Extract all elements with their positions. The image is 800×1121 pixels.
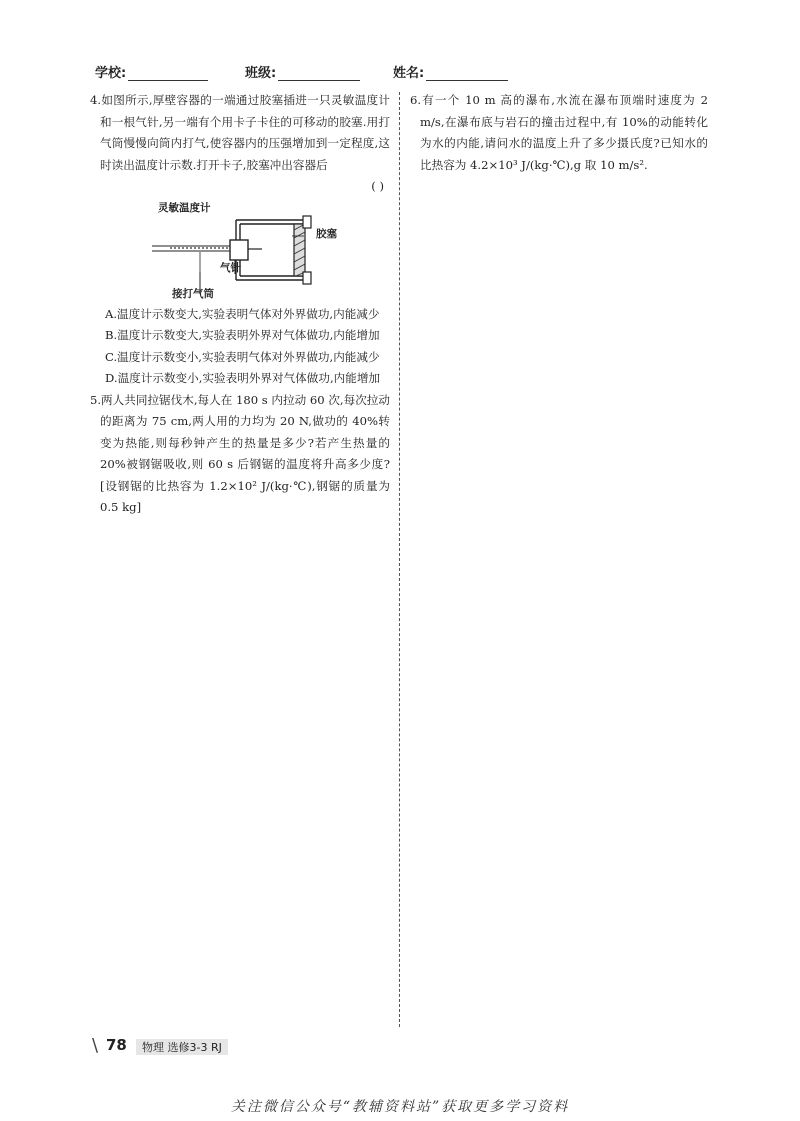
option-c[interactable]: C.温度计示数变小,实验表明气体对外界做功,内能减少 xyxy=(105,349,380,364)
bottom-note: 关注微信公众号“教辅资料站”获取更多学习资料 xyxy=(230,1099,570,1115)
question-5-text: 5.两人共同拉锯伐木,每人在 180 s 内拉动 60 次,每次拉动的距离为 75 cm,两人用的力均为 20 N,做功的 40%转变为热能,则每秒钟产生的热量是多少?若产生热量的 20%被钢锯吸收,则 60 s 后钢锯的温度将升高多少度?[设钢锯的比热容为 1.2×10² J/(kg·℃),钢锯的质量为0.5 kg] xyxy=(90,392,390,514)
column-divider xyxy=(399,92,400,1027)
question-4-text: 4.如图所示,厚壁容器的一端通过胶塞插进一只灵敏温度计和一根气针,另一端有个用卡子卡住的可移动的胶塞.用打气筒慢慢向筒内打气,使容器内的压强增加到一定程度,这时读出温度计示数.打开卡子,胶塞冲出容器后 xyxy=(90,93,390,172)
class-label: 班级: xyxy=(245,66,277,81)
right-column xyxy=(410,90,708,176)
name-field xyxy=(393,62,508,81)
name-blank[interactable] xyxy=(426,66,508,81)
question-4 xyxy=(90,90,390,390)
class-blank[interactable] xyxy=(278,66,360,81)
thermometer-label: 灵敏温度计 xyxy=(158,201,211,214)
left-column xyxy=(90,90,390,519)
apparatus-diagram xyxy=(90,202,390,302)
school-label: 学校: xyxy=(95,66,127,81)
pump-label: 接打气筒 xyxy=(172,287,214,300)
class-field xyxy=(245,62,360,81)
school-field xyxy=(95,62,208,81)
answer-paren[interactable]: ( ) xyxy=(371,179,384,193)
answer-paren-row xyxy=(90,176,390,198)
option-a[interactable]: A.温度计示数变大,实验表明气体对外界做功,内能减少 xyxy=(105,306,380,321)
option-d[interactable]: D.温度计示数变小,实验表明外界对气体做功,内能增加 xyxy=(105,371,381,385)
school-blank[interactable] xyxy=(128,66,208,81)
needle-label: 气针 xyxy=(220,261,241,274)
page-number: 78 xyxy=(106,1036,127,1054)
question-5 xyxy=(90,390,390,519)
question-6 xyxy=(410,90,708,176)
footer-slash-icon: \ xyxy=(92,1035,99,1056)
question-6-text: 6.有一个 10 m 高的瀑布,水流在瀑布顶端时速度为 2 m/s,在瀑布底与岩石的撞击过程中,有 10%的动能转化为水的内能,请问水的温度上升了多少摄氏度?已知水的比热容为 4.2×10³ J/(kg·℃),g 取 10 m/s². xyxy=(410,93,708,172)
option-b[interactable]: B.温度计示数变大,实验表明外界对气体做功,内能增加 xyxy=(105,328,380,342)
name-label: 姓名: xyxy=(393,66,425,81)
apparatus-figure xyxy=(90,202,390,302)
subject-tag: 物理 选修3-3 RJ xyxy=(136,1039,228,1055)
header xyxy=(95,62,715,86)
plug-label: 胶塞 xyxy=(316,227,337,240)
